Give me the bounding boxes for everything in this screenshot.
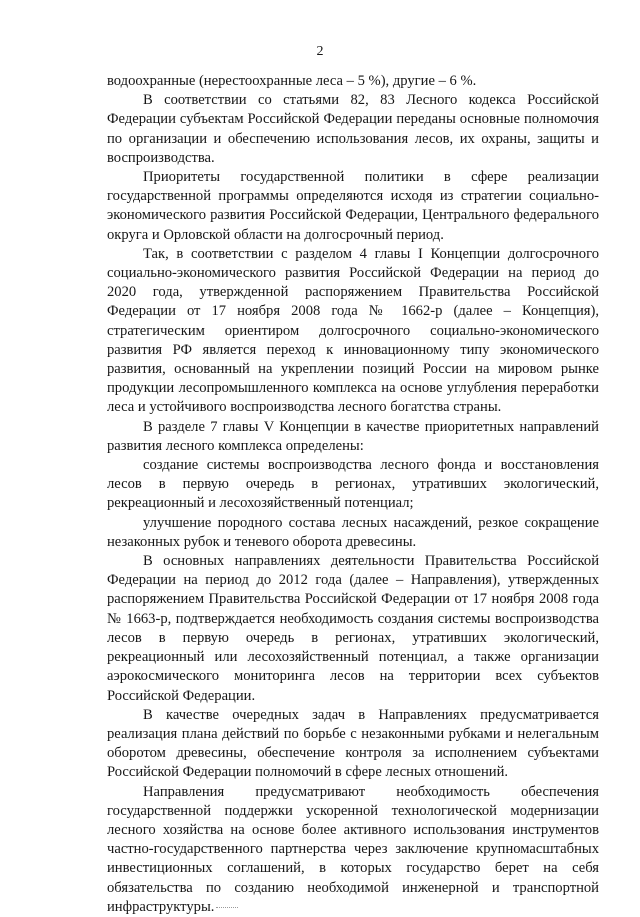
paragraph: водоохранные (нерестоохранные леса – 5 %), другие – 6 %. [107,73,477,89]
paragraph: Так, в соответствии с разделом 4 главы I Концепции долгосрочного социально-экономического развития Российской Федерации на период до 2020 года, утвержденной распоряжением Правительства Российской Федерации от 17 ноября 2008 года № 1662-р (далее – Концепция), стратегическим ориентиром долгосрочного социально-экономического развития РФ является переход к инновационному типу экономического развития, основанный на укреплении позиций России на мировом рынке продукции лесопромышленного комплекса на основе углубления переработки леса и устойчивого воспроизводства лесного богатства страны. [107,245,599,416]
document-body [107,72,599,917]
paragraph-last [107,783,599,917]
paragraph: Приоритеты государственной политики в сфере реализации государственной программы определяются исходя из стратегии социально-экономического развития Российской Федерации, Центрального федерального округа и Орловской области на долгосрочный период. [107,169,599,243]
paragraph: В соответствии со статьями 82, 83 Лесного кодекса Российской Федерации субъектам Российской Федерации переданы основные полномочия по организации и обеспечению использования лесов, их охраны, защиты и воспроизводства. [107,92,599,166]
paragraph: В основных направлениях деятельности Правительства Российской Федерации на период до 2012 года (далее – Направления), утвержденных распоряжением Правительства Российской Федерации от 17 ноября 2008 года № 1663-р, подтверждается необходимость создания системы воспроизводства лесов в первую очередь в регионах, утративших экологический, рекреационный или лесохозяйственный потенциал, а также организации аэрокосмического мониторинга лесов на территории всех субъектов Российской Федерации. [107,553,599,704]
paragraph: создание системы воспроизводства лесного фонда и восстановления лесов в первую очередь в регионах, утративших экологический, рекреационный и лесохозяйственный потенциал; [107,457,599,512]
page-number: 2 [316,44,324,59]
scan-artifact [216,907,238,908]
paragraph: В качестве очередных задач в Направлениях предусматривается реализация плана действий по борьбе с незаконными рубками и нелегальным оборотом древесины, обеспечение контроля за исполнением субъектами Российской Федерации полномочий в сфере лесных отношений. [107,706,599,781]
paragraph-text: Направления предусматривают необходимость обеспечения государственной поддержки ускоренной технологической модернизации лесного хозяйства на основе более активного использования инструментов частно-государственного партнерства через заключение крупномасштабных инвестиционных соглашений, в которых государство берет на себя обязательства по созданию необходимой инженерной и транспортной инфраструктуры. [107,783,599,915]
paragraph: улучшение породного состава лесных насаждений, резкое сокращение незаконных рубок и теневого оборота древесины. [107,514,599,550]
paragraph: В разделе 7 главы V Концепции в качестве приоритетных направлений развития лесного комплекса определены: [107,418,599,454]
